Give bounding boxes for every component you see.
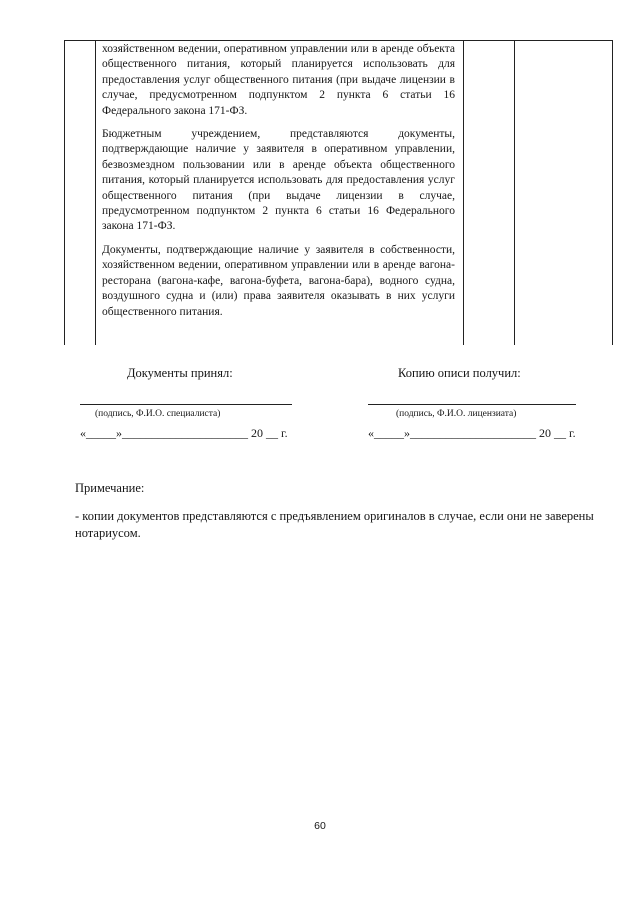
note-text: - копии документов представляются с предъявлением оригиналов в случае, если они не заверены нотариусом. — [75, 509, 594, 540]
licensee-signature-hint: (подпись, Ф.И.О. лицензиата) — [396, 409, 517, 419]
table-cell-empty — [464, 41, 515, 346]
table-paragraph-transport-catering: Документы, подтверждающие наличие у заявителя в собственности, хозяйственном ведении, оперативном управлении или в аренде вагона-ресторана (вагона-кафе, вагона-буфета, вагона-бара), водного судна, воздушного судна и (или) права заявителя оказывать в них услуги общественного питания. — [102, 243, 455, 318]
page-number: 60 — [314, 820, 326, 832]
specialist-signature-date: «_____»_____________________ 20 __ г. — [80, 426, 288, 440]
table-cell-empty — [515, 41, 613, 346]
table-cell-documents — [96, 41, 464, 346]
table-paragraph-budget-institution: Бюджетным учреждением, представляются документы, подтверждающие наличие у заявителя в оперативном управлении, безвозмездном пользовании или в аренде объекта общественного питания, который планируется использовать для предоставления услуг общественного питания (при выдаче лицензии в случае, предусмотренном подпунктом 2 пункта 6 статьи 16 Федерального закона 171-ФЗ. — [102, 128, 455, 233]
note-heading: Примечание: — [75, 481, 145, 495]
accepted-by-caption: Документы принял: — [127, 366, 233, 380]
table-cell-number — [65, 41, 96, 346]
specialist-signature-hint: (подпись, Ф.И.О. специалиста) — [95, 409, 221, 419]
table-row — [65, 41, 613, 346]
licensee-signature-line — [368, 404, 576, 405]
specialist-signature-line — [80, 404, 292, 405]
licensee-signature-date: «_____»_____________________ 20 __ г. — [368, 426, 576, 440]
documents-table-continued — [64, 40, 613, 345]
copy-received-caption: Копию описи получил: — [398, 366, 521, 380]
table-paragraph-ownership-rights: хозяйственном ведении, оперативном управлении или в аренде объекта общественного питания, который планируется использовать для предоставления услуг общественного питания (при выдаче лицензии в случае, предусмотренном подпунктом 2 пункта 6 статьи 16 Федерального закона 171-ФЗ. — [102, 43, 455, 117]
